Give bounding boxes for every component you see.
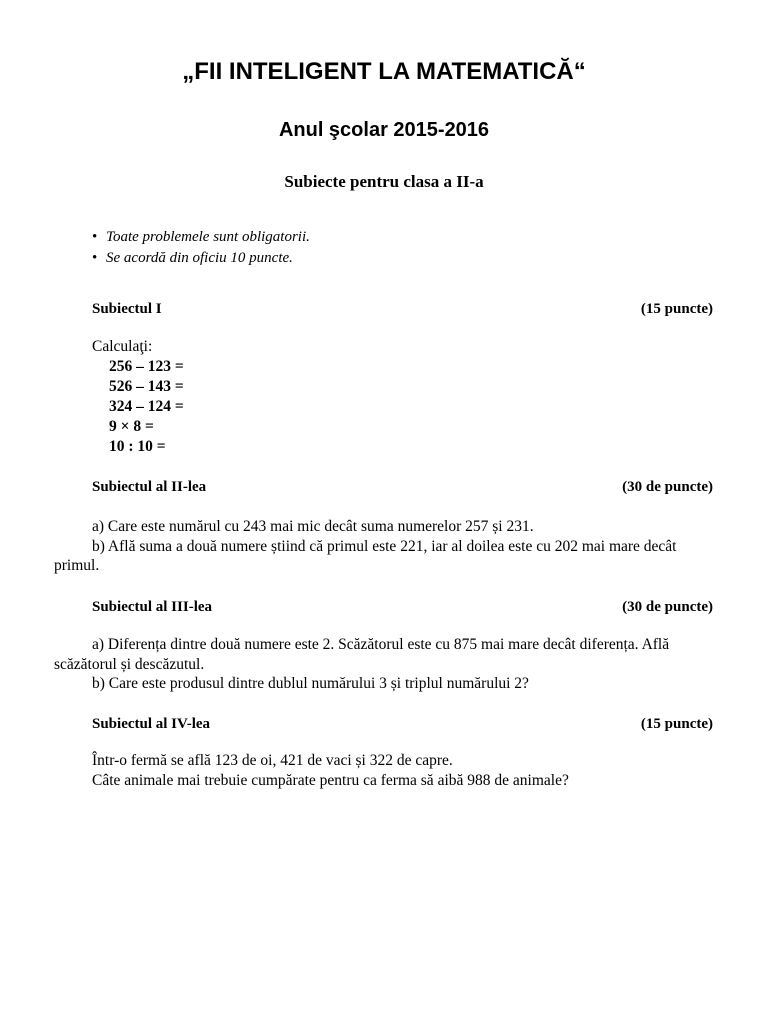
- document-title: „FII INTELIGENT LA MATEMATICĂ“: [182, 58, 586, 85]
- class-line: Subiecte pentru clasa a II-a: [284, 172, 484, 191]
- problem-item: Într-o fermă se află 123 de oi, 421 de vaci și 322 de capre.: [92, 752, 453, 769]
- problem-item: b) Află suma a două numere știind că primul este 221, iar al doilea este cu 202 mai mare decât primul.: [54, 537, 677, 574]
- section-heading-2: [92, 477, 713, 497]
- instructions-list: [92, 227, 310, 269]
- exercise-item: 526 – 143 =: [109, 378, 184, 395]
- school-year: Anul şcolar 2015-2016: [278, 119, 490, 141]
- exercise-item: 10 : 10 =: [109, 438, 166, 455]
- section-points: (30 de puncte): [622, 599, 713, 615]
- section-heading-4: [92, 714, 713, 734]
- exercise-item: 9 × 8 =: [109, 418, 154, 435]
- problem-item: a) Diferența dintre două numere este 2. Scăzătorul este cu 875 mai mare decât diferența. Află scăzătorul și descăzutul.: [54, 636, 670, 673]
- section-name: Subiectul al IV-lea: [92, 716, 211, 732]
- bullet-icon: •: [92, 250, 98, 266]
- instruction-item: • Toate problemele sunt obligatorii.: [92, 227, 310, 248]
- section-name: Subiectul al III-lea: [92, 599, 213, 615]
- calc-intro: Calculaţi:: [92, 338, 153, 355]
- section-body-2: [54, 517, 716, 576]
- instruction-item: • Se acordă din oficiu 10 puncte.: [92, 248, 310, 269]
- section-points: (30 de puncte): [622, 479, 713, 495]
- section-body-4: [54, 751, 716, 790]
- section-points: (15 puncte): [640, 716, 713, 732]
- section-points: (15 puncte): [640, 301, 713, 317]
- section-heading-1: [92, 299, 713, 319]
- exercise-item: 324 – 124 =: [109, 398, 184, 415]
- problem-item: Câte animale mai trebuie cumpărate pentru ca ferma să aibă 988 de animale?: [92, 771, 569, 789]
- section-body-3: [54, 635, 716, 694]
- section-name: Subiectul al II-lea: [92, 479, 207, 495]
- calc-block: [92, 337, 184, 457]
- section-name: Subiectul I: [92, 301, 162, 317]
- exercise-item: 256 – 123 =: [109, 358, 184, 375]
- problem-item: a) Care este numărul cu 243 mai mic decât suma numerelor 257 și 231.: [92, 518, 534, 535]
- section-heading-3: [92, 597, 713, 617]
- bullet-icon: •: [92, 229, 98, 245]
- problem-item: b) Care este produsul dintre dublul numărului 3 și triplul numărului 2?: [92, 675, 529, 692]
